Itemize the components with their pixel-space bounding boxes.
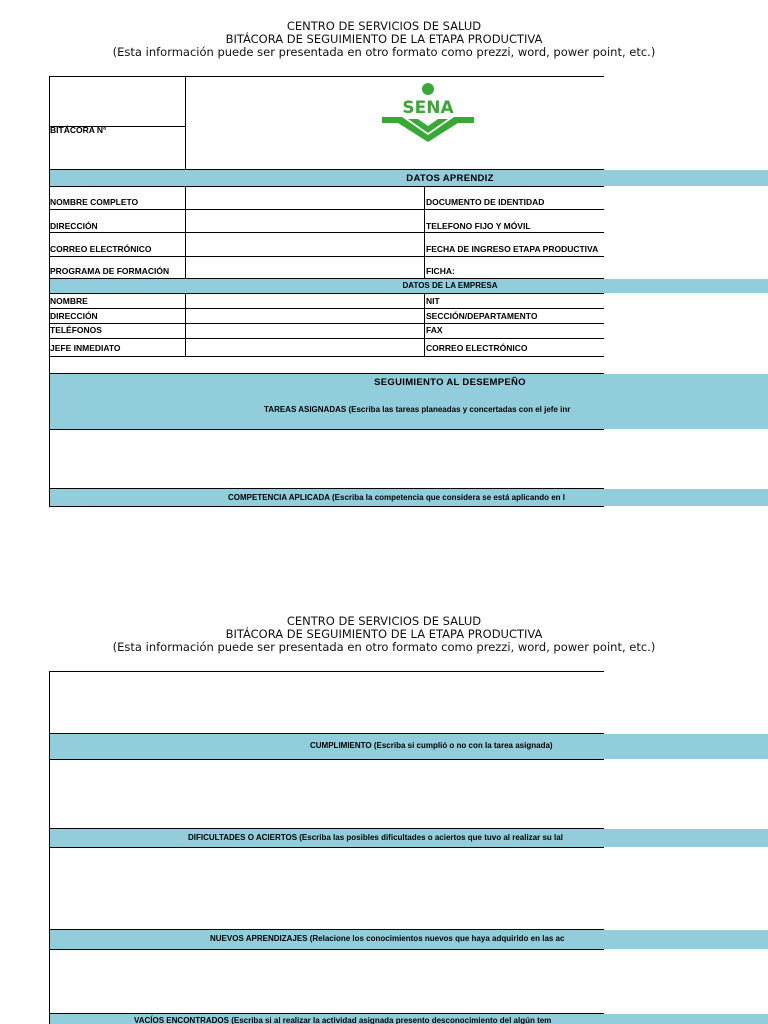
section-title-datos-aprendiz: DATOS APRENDIZ (406, 173, 494, 184)
center-name-2: CENTRO DE SERVICIOS DE SALUD (286, 614, 482, 628)
table-page-2 (0, 660, 604, 1024)
label-ficha: FICHA: (426, 266, 455, 276)
label-programa: PROGRAMA DE FORMACIÓN (50, 266, 170, 276)
label-empresa-nombre: NOMBRE (50, 296, 88, 306)
label-seccion: SECCIÓN/DEPARTAMENTO (426, 311, 538, 321)
bitacora-number-label: BITÁCORA N° (50, 125, 107, 135)
sena-logo-text: SENA (402, 98, 454, 118)
section-title-datos-empresa: DATOS DE LA EMPRESA (402, 281, 498, 290)
label-telefono: TELEFONO FIJO Y MÓVIL (426, 221, 531, 231)
label-fax: FAX (426, 325, 443, 335)
format-note-2: (Esta información puede ser presentada en otro formato como prezzi, word, power point, etc.) (112, 640, 656, 654)
sena-logo (380, 82, 476, 142)
label-empresa-telefonos: TELÉFONOS (50, 325, 102, 335)
document-title-2: BITÁCORA DE SEGUIMIENTO DE LA ETAPA PRODUCTIVA (225, 627, 543, 641)
format-note: (Esta información puede ser presentada en otro formato como prezzi, word, power point, etc.) (112, 45, 656, 59)
section-title-seguimiento: SEGUIMIENTO AL DESEMPEÑO (374, 377, 526, 388)
label-nit: NIT (426, 296, 440, 306)
nuevos-aprendizajes-label: NUEVOS APRENDIZAJES (Relacione los conocimientos nuevos que haya adquirido en las ac (210, 934, 565, 943)
dificultades-label: DIFICULTADES O ACIERTOS (Escriba las posibles dificultades o aciertos que tuvo al realizar su lal (188, 833, 563, 842)
center-name: CENTRO DE SERVICIOS DE SALUD (286, 19, 482, 33)
document-header-2 (0, 615, 768, 654)
label-empresa-direccion: DIRECCIÓN (50, 311, 98, 321)
label-empresa-correo: CORREO ELECTRÓNICO (426, 343, 528, 353)
competencia-aplicada-label: COMPETENCIA APLICADA (Escriba la competencia que considera se está aplicando en l (228, 493, 565, 502)
label-fecha-ingreso: FECHA DE INGRESO ETAPA PRODUCTIVA (426, 244, 599, 254)
vacios-encontrados-label: VACÍOS ENCONTRADOS (Escriba si al realizar la actividad asignada presento desconocimiento del algún tem (134, 1016, 552, 1024)
label-jefe-inmediato: JEFE INMEDIATO (50, 343, 121, 353)
label-documento: DOCUMENTO DE IDENTIDAD (426, 197, 545, 207)
label-correo: CORREO ELECTRÓNICO (50, 244, 152, 254)
label-nombre-completo: NOMBRE COMPLETO (50, 197, 139, 207)
document-title: BITÁCORA DE SEGUIMIENTO DE LA ETAPA PRODUCTIVA (225, 32, 543, 46)
label-direccion: DIRECCIÓN (50, 221, 98, 231)
table-page-1 (0, 0, 604, 560)
cumplimiento-label: CUMPLIMIENTO (Escriba si cumplió o no con la tarea asignada) (310, 741, 553, 750)
tareas-asignadas-label: TAREAS ASIGNADAS (Escriba las tareas planeadas y concertadas con el jefe inr (264, 405, 571, 414)
